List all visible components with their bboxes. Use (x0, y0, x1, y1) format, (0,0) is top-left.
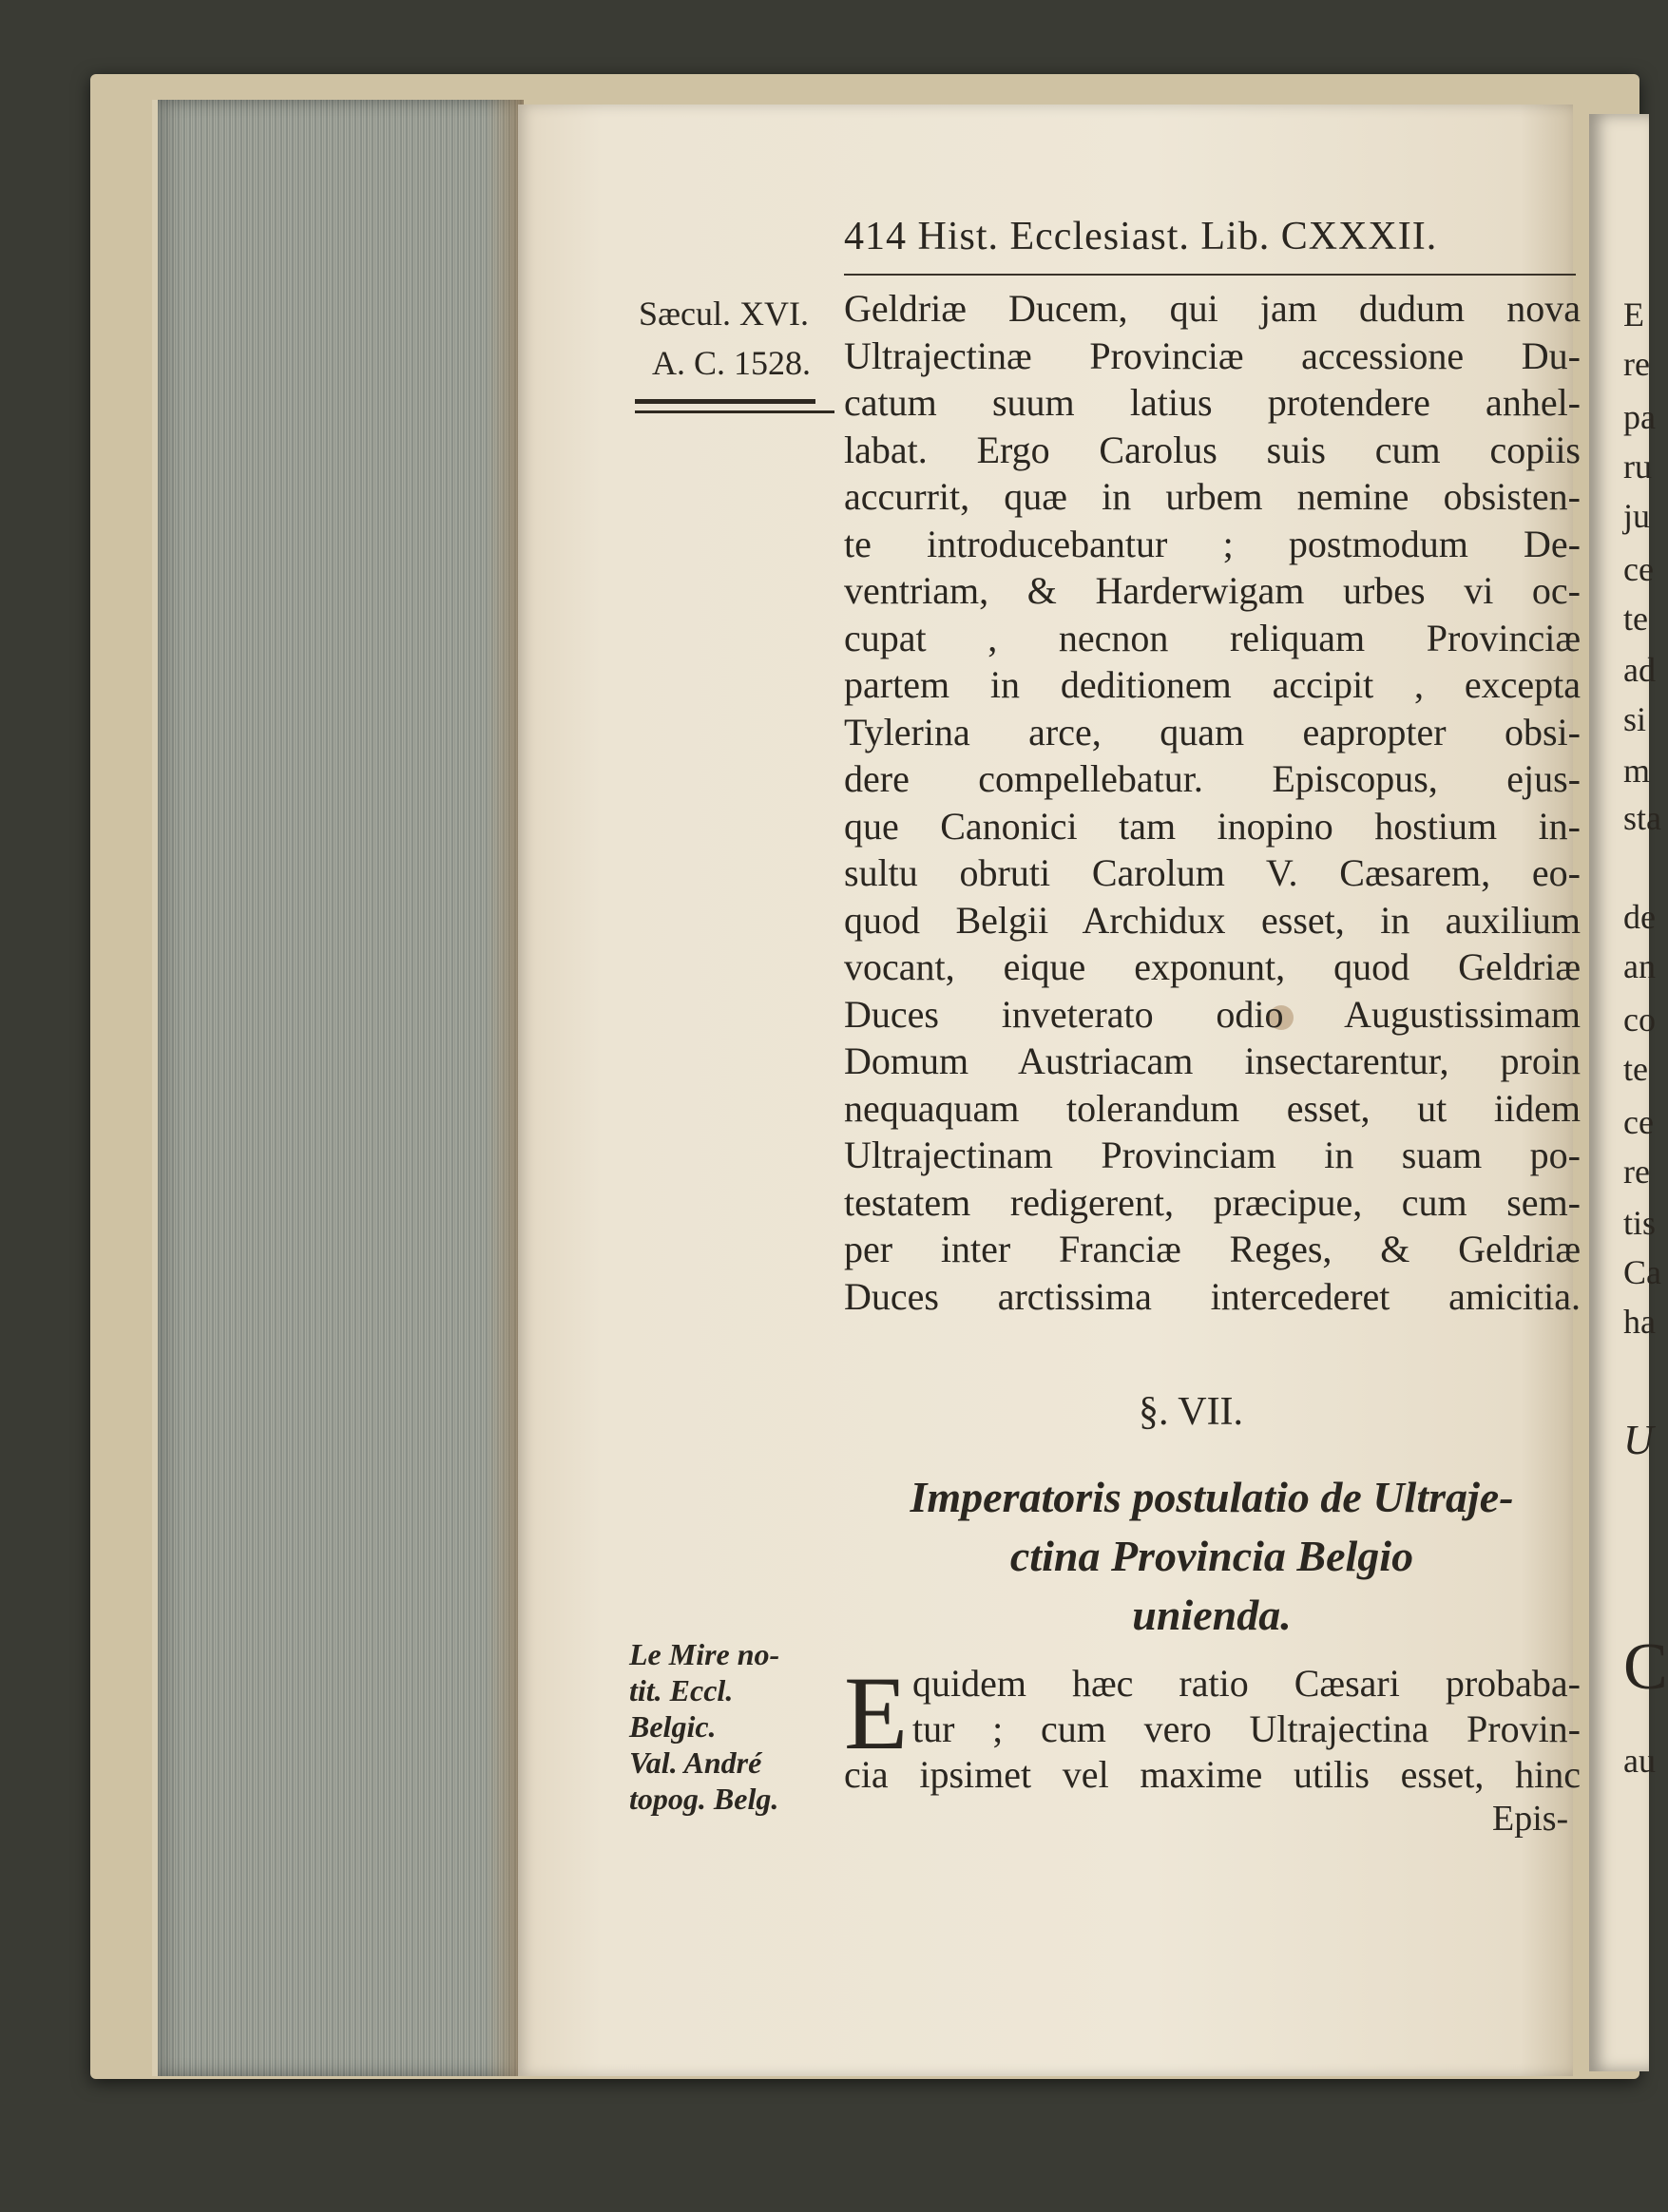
text-line: Domum Austriacam insectarentur, proin (844, 1039, 1581, 1082)
facing-text-fragment: re (1623, 1153, 1650, 1191)
text-line: dere compellebatur. Episcopus, ejus- (844, 757, 1581, 800)
text-line: quidem hæc ratio Cæsari probaba- (912, 1662, 1581, 1705)
margin-note-anno: A. C. 1528. (652, 344, 812, 382)
text-line: per inter Franciæ Reges, & Geldriæ (844, 1228, 1581, 1270)
text-line: nequaquam tolerandum esset, ut iidem (844, 1086, 1581, 1130)
reference-line: Val. André (629, 1745, 762, 1780)
text-line: partem in deditionem accipit , excepta (844, 663, 1581, 706)
body-paragraph (844, 285, 1581, 1320)
facing-text-fragment: te (1623, 600, 1648, 638)
facing-page (1589, 114, 1668, 2071)
text-line: Ultrajectinæ Provinciæ accessione Du- (844, 334, 1581, 377)
head-rule (844, 274, 1576, 276)
reference-line: Belgic. (629, 1709, 717, 1744)
facing-text-fragment: ju (1623, 497, 1651, 535)
side-reference (629, 1636, 779, 1817)
facing-text-fragment: au (1623, 1742, 1656, 1780)
facing-text-fragment: sta (1623, 799, 1661, 837)
reference-line: tit. Eccl. (629, 1673, 734, 1707)
facing-text-fragment: C (1623, 1630, 1668, 1704)
text-line: labat. Ergo Carolus suis cum copiis (844, 428, 1581, 471)
section-number: §. VII. (1139, 1390, 1244, 1434)
facing-text-fragment: m (1623, 752, 1651, 790)
text-line: ventriam, & Harderwigam urbes vi oc- (844, 569, 1581, 612)
reference-line: topog. Belg. (629, 1782, 779, 1816)
facing-text-fragment: ce (1623, 550, 1654, 588)
facing-text-fragment: ad (1623, 651, 1656, 689)
second-paragraph (844, 1661, 1581, 1798)
text-line: accurrit, quæ in urbem nemine obsisten- (844, 475, 1581, 518)
facing-text-fragment: an (1623, 947, 1656, 985)
text-line: cupat , necnon reliquam Provinciæ (844, 616, 1581, 659)
facing-text-fragment: Ca (1623, 1253, 1661, 1291)
text-line: tur ; cum vero Ultrajectina Provin- (912, 1707, 1581, 1750)
margin-note-saeculum: Sæcul. XVI. (639, 295, 809, 333)
text-line: Duces arctissima intercederet amicitia. (844, 1274, 1581, 1318)
text-line: Ultrajectinam Provinciam in suam po- (844, 1134, 1581, 1176)
text-line: te introducebantur ; postmodum De- (844, 522, 1581, 565)
facing-text-fragment: re (1623, 345, 1650, 383)
facing-text-fragment: U (1623, 1417, 1654, 1463)
facing-text-fragment: co (1623, 1001, 1656, 1039)
text-line: vocant, eique exponunt, quod Geldriæ (844, 945, 1581, 988)
section-summary (836, 1468, 1587, 1645)
facing-text-fragment: E (1623, 296, 1644, 334)
page-edges (152, 100, 524, 2076)
text-line: testatem redigerent, præcipue, cum sem- (844, 1180, 1581, 1224)
running-head: 414 Hist. Ecclesiast. Lib. CXXXII. (844, 215, 1438, 258)
text-line: Tylerina arce, quam eapropter obsi- (844, 710, 1581, 753)
summary-line: unienda. (1132, 1591, 1292, 1639)
summary-line: Imperatoris postulatio de Ultraje- (910, 1473, 1514, 1521)
drop-cap: E (844, 1655, 909, 1771)
facing-text-fragment: de (1623, 898, 1656, 936)
facing-text-fragment: tis (1623, 1204, 1657, 1242)
text-line: cia ipsimet vel maxime utilis esset, hinc (844, 1753, 1581, 1796)
facing-text-fragment: te (1623, 1050, 1648, 1088)
facing-text-fragment: ru (1623, 448, 1652, 486)
summary-line: ctina Provincia Belgio (1009, 1532, 1414, 1580)
text-line: Geldriæ Ducem, qui jam dudum nova (844, 287, 1581, 330)
facing-text-fragment: ce (1623, 1103, 1654, 1141)
text-line: quod Belgii Archidux esset, in auxilium (844, 898, 1581, 942)
margin-rule (635, 399, 815, 404)
facing-text-fragment: si (1623, 700, 1647, 738)
catchword: Epis- (1492, 1799, 1569, 1839)
reference-line: Le Mire no- (629, 1637, 780, 1671)
facing-text-fragment: ha (1623, 1303, 1656, 1341)
text-line: Duces inveterato odio Augustissimam (844, 992, 1581, 1036)
text-line: catum suum latius protendere anhel- (844, 381, 1581, 424)
margin-rule (635, 410, 834, 413)
text-line: sultu obruti Carolum V. Cæsarem, eo- (844, 851, 1581, 894)
text-line: que Canonici tam inopino hostium in- (844, 804, 1581, 848)
facing-text-fragment: pa (1623, 398, 1656, 436)
